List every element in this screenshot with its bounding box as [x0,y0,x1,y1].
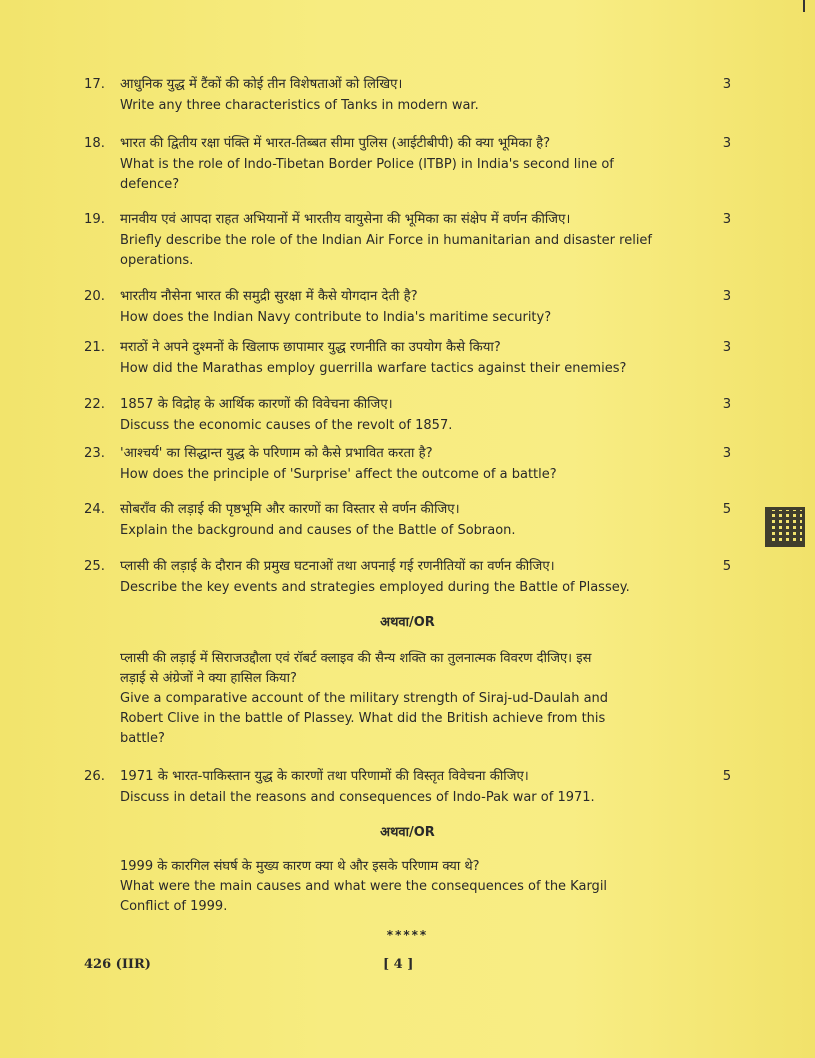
question-hindi: प्लासी की लड़ाई के दौरान की प्रमुख घटनाओं तथा अपनाई गई रणनीतियों का वर्णन कीजिए। [120,559,555,574]
question-marks: 5 [722,502,732,517]
question-english-cont: defence? [120,177,180,192]
question-25-alternative [120,649,732,749]
alt-english-line-1: What were the main causes and what were the consequences of the Kargil [120,879,608,894]
question-hindi: भारत की द्वितीय रक्षा पंक्ति में भारत-तिब्बत सीमा पुलिस (आईटीबीपी) की क्या भूमिका है? [120,136,551,151]
question-marks: 3 [722,446,732,461]
question-english: Discuss the economic causes of the revolt of 1857. [120,418,453,433]
question-hindi: 1971 के भारत-पाकिस्तान युद्ध के कारणों तथा परिणामों की विस्तृत विवेचना कीजिए। [120,769,529,784]
question-hindi: आधुनिक युद्ध में टैंकों की कोई तीन विशेषताओं को लिखिए। [120,77,403,92]
paper-code: 426 (IIR) [84,957,151,972]
alt-hindi-line-1: प्लासी की लड़ाई में सिराजउद्दौला एवं रॉबर्ट क्लाइव की सैन्य शक्ति का तुलनात्मक विवरण दीजिए। इस [120,651,592,666]
question-marks: 5 [722,769,732,784]
question-number: 26. [84,769,105,784]
question-marks: 3 [722,77,732,92]
question-marks: 3 [722,289,732,304]
question-english: Describe the key events and strategies employed during the Battle of Plassey. [120,580,630,595]
question-number: 25. [84,559,105,574]
question-english: How does the principle of 'Surprise' affect the outcome of a battle? [120,467,557,482]
question-number: 18. [84,136,105,151]
question-number: 22. [84,397,105,412]
alt-english-line-1: Give a comparative account of the military strength of Siraj-ud-Daulah and [120,691,609,706]
alt-english-line-2: Conflict of 1999. [120,899,228,914]
question-hindi: मराठों ने अपने दुश्मनों के खिलाफ छापामार युद्ध रणनीति का उपयोग कैसे किया? [120,340,501,355]
question-english: What is the role of Indo-Tibetan Border Police (ITBP) in India's second line of [120,157,614,172]
question-marks: 5 [722,559,732,574]
question-english: How did the Marathas employ guerrilla warfare tactics against their enemies? [120,361,627,376]
question-number: 21. [84,340,105,355]
question-26-alternative [120,857,732,917]
edge-mark [803,0,805,12]
question-number: 19. [84,212,105,227]
alt-english-line-2: Robert Clive in the battle of Plassey. What did the British achieve from this [120,711,606,726]
question-number: 20. [84,289,105,304]
question-english: How does the Indian Navy contribute to India's maritime security? [120,310,552,325]
question-hindi: सोबराँव की लड़ाई की पृष्ठभूमि और कारणों का विस्तार से वर्णन कीजिए। [120,502,460,517]
alt-hindi-line-1: 1999 के कारगिल संघर्ष के मुख्य कारण क्या थे और इसके परिणाम क्या थे? [120,859,480,874]
question-hindi: मानवीय एवं आपदा राहत अभियानों में भारतीय वायुसेना की भूमिका का संक्षेप में वर्णन कीजिए। [120,212,571,227]
qr-code-icon [765,507,805,547]
question-english: Briefly describe the role of the Indian Air Force in humanitarian and disaster relief [120,233,653,248]
or-divider: अथवा/OR [380,825,435,840]
question-number: 23. [84,446,105,461]
question-marks: 3 [722,397,732,412]
question-marks: 3 [722,340,732,355]
question-hindi: 'आश्चर्य' का सिद्धान्त युद्ध के परिणाम को कैसे प्रभावित करता है? [120,446,433,461]
question-hindi: 1857 के विद्रोह के आर्थिक कारणों की विवेचना कीजिए। [120,397,393,412]
question-english: Explain the background and causes of the Battle of Sobraon. [120,523,516,538]
question-english: Discuss in detail the reasons and consequences of Indo-Pak war of 1971. [120,790,595,805]
question-marks: 3 [722,212,732,227]
question-marks: 3 [722,136,732,151]
question-number: 24. [84,502,105,517]
end-stars: ***** [386,928,429,942]
question-english: Write any three characteristics of Tanks in modern war. [120,98,479,113]
question-hindi: भारतीय नौसेना भारत की समुद्री सुरक्षा में कैसे योगदान देती है? [120,289,418,304]
question-number: 17. [84,77,105,92]
or-divider: अथवा/OR [380,615,435,630]
question-english-cont: operations. [120,253,194,268]
alt-english-line-3: battle? [120,731,165,746]
alt-hindi-line-2: लड़ाई से अंग्रेजों ने क्या हासिल किया? [120,671,297,686]
page-number: [ 4 ] [383,957,414,972]
